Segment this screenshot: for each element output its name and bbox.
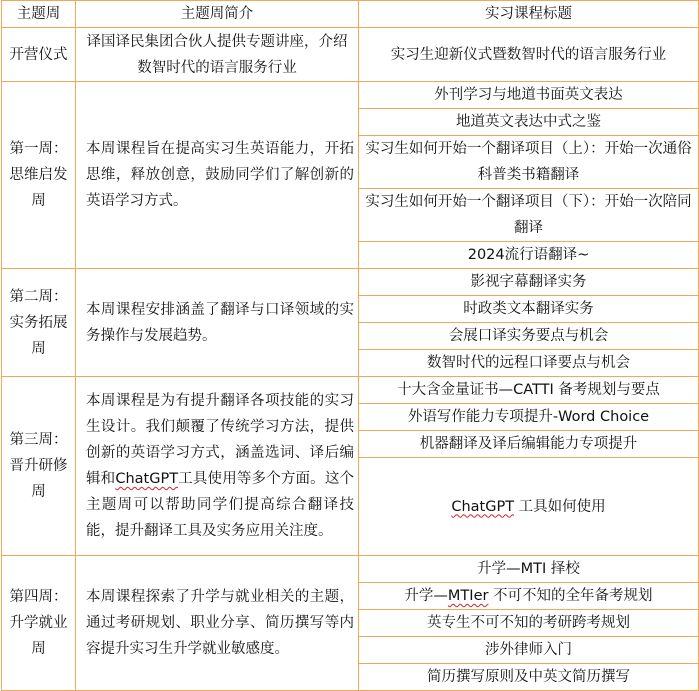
table-row bbox=[2, 82, 699, 109]
intro-text-part: 工具使用等多个方面。这个主题周可以帮助同学们提高综合翻译技能，提升翻译工具及实务应用关注度。 bbox=[86, 471, 355, 539]
intro-cell: 本周课程安排涵盖了翻译与口译领域的实务操作与发展趋势。 bbox=[76, 269, 359, 377]
intro-cell: 本周课程旨在提高实习生英语能力，开拓思维，释放创意，鼓励同学们了解创新的英语学习方式。 bbox=[76, 82, 359, 269]
table-row bbox=[2, 377, 699, 404]
theme-cell: 开营仪式 bbox=[2, 28, 76, 82]
course-cell: 涉外律师入门 bbox=[359, 637, 699, 664]
intro-text-part: 本周课程是为有提升翻译各项技能的实习生设计。我们颠覆了传统学习方法，提供创新的英语学习方式，涵盖选词、译后编辑和 bbox=[86, 393, 354, 487]
course-cell: 实习生如何开始一个翻译项目（下）：开始一次陪同翻译 bbox=[359, 189, 699, 242]
theme-cell: 第四周：升学就业周 bbox=[2, 556, 76, 691]
course-cell: 地道英文表达中式之鉴 bbox=[359, 109, 699, 136]
course-cell: 外语写作能力专项提升-Word Choice bbox=[359, 404, 699, 431]
course-text-part: MTIer bbox=[447, 588, 489, 604]
intro-cell: 本周课程探索了升学与就业相关的主题，通过考研规划、职业分享、简历撰写等内容提升实习生升学就业敏感度。 bbox=[76, 556, 359, 691]
course-cell: 数智时代的远程口译要点与机会 bbox=[359, 350, 699, 377]
course-cell: 升学—MTI 择校 bbox=[359, 556, 699, 583]
course-schedule-table bbox=[1, 0, 699, 691]
course-cell: 影视字幕翻译实务 bbox=[359, 269, 699, 296]
course-cell: 实习生迎新仪式暨数智时代的语言服务行业 bbox=[359, 28, 699, 82]
course-text-part: 升学— bbox=[404, 588, 448, 604]
header-theme-week: 主题周 bbox=[2, 1, 76, 28]
theme-cell: 第一周：思维启发周 bbox=[2, 82, 76, 269]
course-text-part: ChatGPT bbox=[451, 498, 515, 515]
course-cell: 外刊学习与地道书面英文表达 bbox=[359, 82, 699, 109]
course-cell bbox=[359, 583, 699, 610]
intro-cell bbox=[76, 377, 359, 556]
table-row bbox=[2, 269, 699, 296]
course-cell: 会展口译实务要点与机会 bbox=[359, 323, 699, 350]
course-cell: 机器翻译及译后编辑能力专项提升 bbox=[359, 431, 699, 458]
table-row bbox=[2, 556, 699, 583]
course-cell: 英专生不可不知的考研跨考规划 bbox=[359, 610, 699, 637]
course-text-part: 工具如何使用 bbox=[514, 498, 606, 515]
course-cell: 实习生如何开始一个翻译项目（上）：开始一次通俗科普类书籍翻译 bbox=[359, 136, 699, 189]
header-theme-intro: 主题周简介 bbox=[76, 1, 359, 28]
course-cell: 简历撰写原则及中英文简历撰写 bbox=[359, 664, 699, 691]
course-text-part: 不可不知的全年备考规划 bbox=[488, 588, 653, 604]
course-cell: 十大含金量证书—CATTI 备考规划与要点 bbox=[359, 377, 699, 404]
course-cell bbox=[359, 458, 699, 556]
theme-cell: 第三周：晋升研修周 bbox=[2, 377, 76, 556]
header-course-title: 实习课程标题 bbox=[359, 1, 699, 28]
course-cell: 2024流行语翻译~ bbox=[359, 242, 699, 269]
intro-cell: 译国译民集团合伙人提供专题讲座，介绍数智时代的语言服务行业 bbox=[76, 28, 359, 82]
table-row bbox=[2, 28, 699, 82]
course-cell: 时政类文本翻译实务 bbox=[359, 296, 699, 323]
theme-cell: 第二周：实务拓展周 bbox=[2, 269, 76, 377]
header-row bbox=[2, 1, 699, 28]
intro-text-part: ChatGPT bbox=[115, 471, 179, 487]
